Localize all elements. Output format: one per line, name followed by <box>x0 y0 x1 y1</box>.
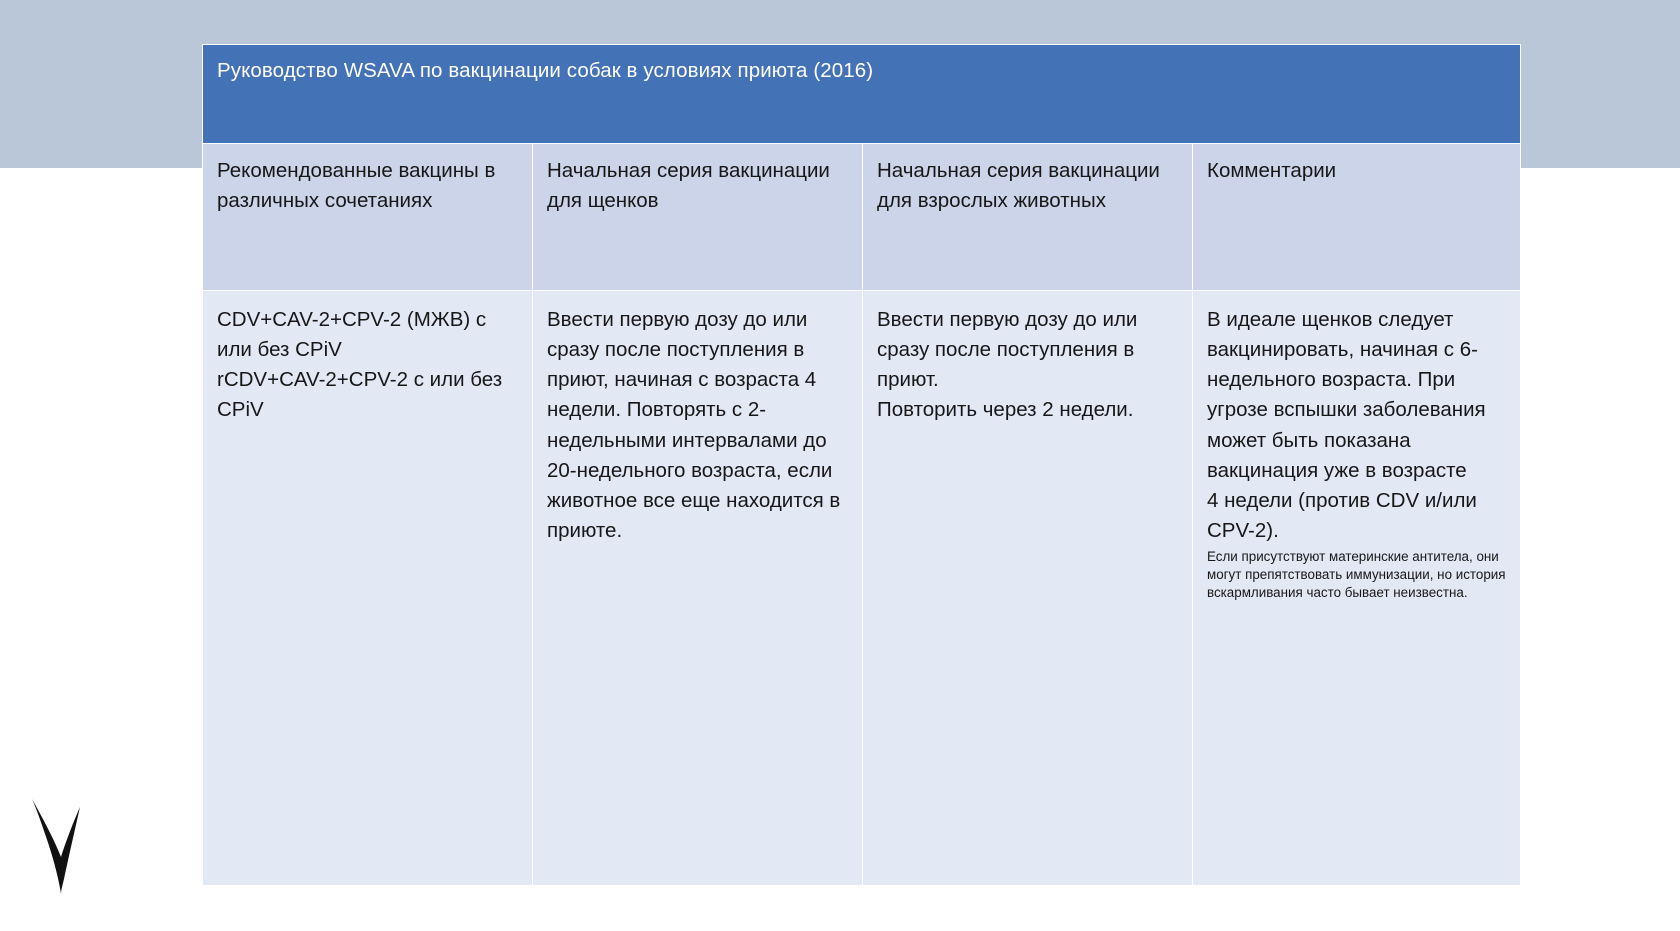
cell-comments-note: Если присутствуют материнские антитела, они могут препятствовать иммунизации, но история вскармливания часто бывает неизвестна. <box>1207 549 1506 600</box>
cell-adults-text: Ввести первую дозу до или сразу после поступления в приют. Повторить через 2 недели. <box>877 308 1138 422</box>
column-header-comments: Комментарии <box>1193 144 1521 291</box>
wsava-vaccination-table <box>202 44 1520 886</box>
cell-puppies-text: Ввести первую дозу до или сразу после поступления в приют, начиная с возраста 4 недели. Повторять с 2-недельными интервалами до 20-недельного возраста, если животное все еще находится в приюте. <box>547 308 841 542</box>
column-header-vaccines: Рекомендованные вакцины в различных сочетаниях <box>203 144 533 291</box>
table-header-row <box>203 144 1521 291</box>
table-title-row <box>203 45 1521 144</box>
column-header-puppies: Начальная серия вакцинации для щенков <box>533 144 863 291</box>
cell-adults <box>863 291 1193 886</box>
logo-icon <box>28 795 98 895</box>
cell-puppies <box>533 291 863 886</box>
table-row <box>203 291 1521 886</box>
column-header-adults: Начальная серия вакцинации для взрослых животных <box>863 144 1193 291</box>
table-title: Руководство WSAVA по вакцинации собак в условиях приюта (2016) <box>203 45 1521 144</box>
cell-comments <box>1193 291 1521 886</box>
cell-comments-text: В идеале щенков следует вакцинировать, начиная с 6-недельного возраста. При угрозе вспышки заболевания может быть показана вакцинация уже в возрасте 4 недели (против CDV и/или CPV-2). <box>1207 308 1486 542</box>
cell-vaccines <box>203 291 533 886</box>
cell-vaccines-text: CDV+CAV-2+CPV-2 (МЖВ) с или без CPiV rCDV+CAV-2+CPV-2 с или без CPiV <box>217 308 503 422</box>
